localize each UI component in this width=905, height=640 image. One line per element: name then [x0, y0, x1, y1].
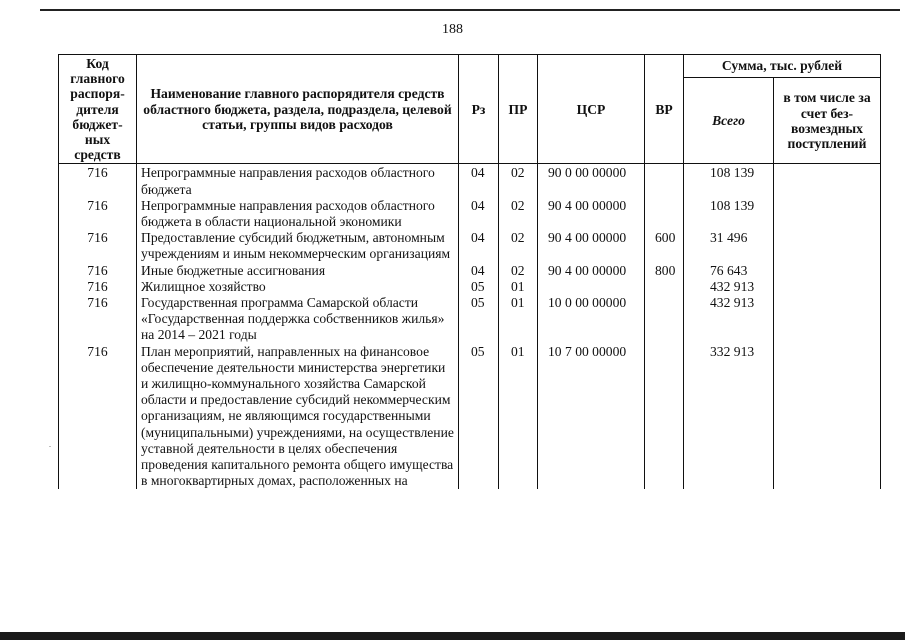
cell-vr	[645, 198, 684, 230]
cell-name: Жилищное хозяйство	[137, 279, 459, 295]
cell-csr: 90 0 00 00000	[538, 164, 645, 198]
cell-vr: 800	[645, 263, 684, 279]
header-csr: ЦСР	[538, 55, 645, 164]
cell-pr: 02	[499, 198, 538, 230]
cell-code: 716	[59, 279, 137, 295]
cell-pr: 01	[499, 279, 538, 295]
cell-csr: 10 0 00 00000	[538, 295, 645, 344]
cell-free	[774, 279, 881, 295]
cell-code: 716	[59, 263, 137, 279]
cell-vr	[645, 279, 684, 295]
cell-code: 716	[59, 230, 137, 262]
cell-rz: 04	[459, 263, 499, 279]
cell-total: 332 913	[684, 344, 774, 490]
cell-free	[774, 344, 881, 490]
cell-rz: 04	[459, 164, 499, 198]
cell-pr: 01	[499, 344, 538, 490]
cell-total: 108 139	[684, 164, 774, 198]
cell-name: План мероприятий, направленных на финансовое обеспечение деятельности министерства энергетики и жилищно-коммунального хозяйства Самарской области и предоставление субсидий некоммерческим организациям, не являющимся государственными (муниципальными) учреждениями, на осуществление уставной деятельности в целях обеспечения проведения капитального ремонта общего имущества в многоквартирных домах, расположенных на	[137, 344, 459, 490]
cell-csr: 90 4 00 00000	[538, 263, 645, 279]
cell-name: Иные бюджетные ассигнования	[137, 263, 459, 279]
cell-free	[774, 263, 881, 279]
header-vr: ВР	[645, 55, 684, 164]
cell-free	[774, 230, 881, 262]
cell-name: Государственная программа Самарской области «Государственная поддержка собственников жилья» на 2014 – 2021 годы	[137, 295, 459, 344]
cell-rz: 05	[459, 295, 499, 344]
header-name: Наименование главного распорядителя средств областного бюджета, раздела, подраздела, целевой статьи, группы видов расходов	[137, 55, 459, 164]
cell-total: 31 496	[684, 230, 774, 262]
cell-total: 432 913	[684, 295, 774, 344]
scan-edge-top	[40, 9, 900, 11]
cell-code: 716	[59, 164, 137, 198]
cell-csr: 90 4 00 00000	[538, 198, 645, 230]
cell-name: Непрограммные направления расходов областного бюджета	[137, 164, 459, 198]
cell-pr: 02	[499, 164, 538, 198]
cell-code: 716	[59, 295, 137, 344]
cell-csr	[538, 279, 645, 295]
scan-edge-bottom	[0, 632, 905, 640]
table-row	[59, 295, 881, 344]
header-incl-free: в том числе за счет без-возмездных поступлений	[774, 78, 881, 164]
cell-vr: 600	[645, 230, 684, 262]
cell-pr: 02	[499, 230, 538, 262]
cell-rz: 05	[459, 279, 499, 295]
cell-free	[774, 295, 881, 344]
header-pr: ПР	[499, 55, 538, 164]
cell-csr: 90 4 00 00000	[538, 230, 645, 262]
cell-free	[774, 198, 881, 230]
table-row	[59, 263, 881, 279]
cell-code: 716	[59, 344, 137, 490]
cell-total: 76 643	[684, 263, 774, 279]
cell-rz: 05	[459, 344, 499, 490]
budget-table	[58, 54, 881, 489]
page-number: 188	[442, 22, 463, 37]
header-rz: Рз	[459, 55, 499, 164]
header-total: Всего	[684, 78, 774, 164]
cell-free	[774, 164, 881, 198]
table-row	[59, 164, 881, 198]
table-row	[59, 230, 881, 262]
cell-csr: 10 7 00 00000	[538, 344, 645, 490]
cell-vr	[645, 164, 684, 198]
header-sum-group: Сумма, тыс. рублей	[684, 55, 881, 78]
cell-name: Непрограммные направления расходов областного бюджета в области национальной экономики	[137, 198, 459, 230]
cell-total: 108 139	[684, 198, 774, 230]
cell-vr	[645, 344, 684, 490]
cell-rz: 04	[459, 198, 499, 230]
cell-code: 716	[59, 198, 137, 230]
table-row	[59, 279, 881, 295]
header-code: Код главного распоря-дителя бюджет-ных средств	[59, 55, 137, 164]
cell-total: 432 913	[684, 279, 774, 295]
cell-name: Предоставление субсидий бюджетным, автономным учреждениям и иным некоммерческим организациям	[137, 230, 459, 262]
cell-vr	[645, 295, 684, 344]
table-row	[59, 198, 881, 230]
cell-rz: 04	[459, 230, 499, 262]
cell-pr: 01	[499, 295, 538, 344]
cell-pr: 02	[499, 263, 538, 279]
table-row	[59, 344, 881, 490]
stray-mark: .	[49, 440, 51, 449]
